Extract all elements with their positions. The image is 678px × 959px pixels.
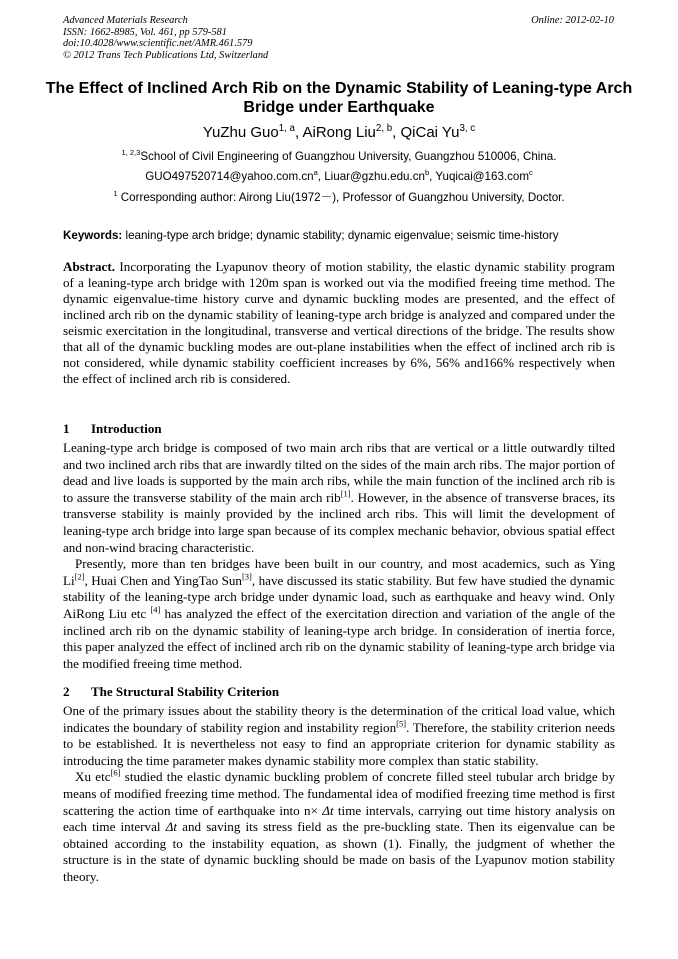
- superscript: [3]: [241, 571, 252, 582]
- keywords-text: leaning-type arch bridge; dynamic stability; dynamic eigenvalue; seismic time-history: [122, 229, 559, 242]
- superscript: [1]: [340, 488, 351, 499]
- text-run: Corresponding author: Airong Liu(1972－), Professor of Guangzhou University, Doctor.: [117, 191, 565, 204]
- text-run: , Liuar@gzhu.edu.cn: [317, 170, 425, 183]
- text-run: QiCai Yu: [400, 124, 460, 141]
- text-run: ,: [294, 124, 303, 141]
- text-run: One of the primary issues about the stability theory is the determination of the critical load value, which indicates the boundary of stability region and instability region: [63, 703, 615, 735]
- online-date: Online: 2012-02-10: [531, 15, 614, 26]
- paragraph: [63, 556, 615, 672]
- text-run: time intervals, carrying out time history analysis on each time interval: [63, 802, 615, 835]
- superscript: 2, b: [375, 123, 393, 134]
- authors: [40, 124, 638, 142]
- text-run: ,: [392, 124, 401, 141]
- journal-name: Advanced Materials Research: [63, 15, 188, 26]
- section-heading: [63, 684, 279, 700]
- text-run: , Yuqicai@163.com: [429, 170, 530, 183]
- text-run: YuZhu Guo: [202, 124, 279, 141]
- paper-title: The Effect of Inclined Arch Rib on the Dynamic Stability of Leaning-type Arch Bridge under Earthquake: [45, 80, 633, 116]
- superscript: [4]: [150, 604, 161, 615]
- text-run: Presently, more than ten bridges have been built in our country, and most academics, such as Ying Li: [63, 556, 615, 588]
- text-run: studied the elastic dynamic buckling problem of concrete filled steel tubular arch bridge by means of modified freezing time method. The fundamental idea of modified freezing time method is first scattering the action time of earthquake into n×: [63, 769, 615, 818]
- corresponding-author: [40, 191, 638, 205]
- author-emails: [40, 170, 638, 184]
- keywords: [63, 229, 559, 242]
- text-run: School of Civil Engineering of Guangzhou University, Guangzhou 510006, China.: [140, 150, 557, 163]
- issn: ISSN: 1662-8985, Vol. 461, pp 579-581: [63, 26, 227, 38]
- doi: doi:10.4028/www.scientific.net/AMR.461.579: [63, 38, 253, 50]
- text-run: Leaning-type arch bridge is composed of two main arch ribs that are vertical or a little outwardly tilted and two inclined arch ribs that are inwardly tilted on the sides of the main arch ribs. The major portion of dead and live loads is supported by the main arch ribs, while the main function of the inclined arch rib is to assure the transverse stability of the main arch rib: [63, 440, 615, 505]
- text-run: and saving its stress field as the pre-buckling state. Then its eigenvalue can be obtained according to the instability equation, as shown (1). Finally, the judgment of whether the structure is in the state of dynamic buckling should be made on basis of the Lyapunov motion stability theory.: [63, 819, 615, 884]
- superscript: 1: [113, 189, 118, 199]
- bold-lead: Abstract.: [63, 259, 115, 274]
- text-run: , have discussed its static stability. But few have studied the dynamic stability of the leaning-type arch bridge under dynamic load, such as earthquake and heavy wind. Only AiRong Liu etc: [63, 572, 615, 621]
- superscript: 3, c: [459, 123, 476, 134]
- text-run: Δt: [322, 802, 334, 818]
- section-title: The Structural Stability Criterion: [91, 684, 280, 699]
- journal-info: [63, 15, 268, 62]
- superscript: [2]: [74, 571, 85, 582]
- text-run: Xu etc: [75, 769, 111, 785]
- text-run: . However, in the absence of transverse braces, its transverse stability is mainly provided by the inclined arch ribs. This will limit the development of leaning-type arch bridge into large span because of its complex mechanic behavior, obvious spatial effect and non-wind bracing characteristic.: [63, 489, 616, 555]
- paragraph: [63, 703, 615, 769]
- superscript: c: [529, 168, 533, 178]
- section-title: Introduction: [91, 421, 162, 436]
- paragraph: [63, 440, 615, 556]
- text-run: GUO497520714@yahoo.com.cn: [145, 170, 314, 183]
- superscript: [6]: [110, 768, 121, 779]
- abstract: [63, 259, 615, 387]
- text-run: has analyzed the effect of the exercitation direction and variation of the angle of the inclined arch rib on the dynamic stability of leaning-type arch bridge. In consideration of inertia force, this paper analyzed the effect of inclined arch rib on the dynamic stability of leaning-type arch bridge via the modified freeing time method.: [63, 605, 616, 671]
- text-run: . Therefore, the stability criterion needs to be established. It is nevertheless not easy to find an appropriate criterion for dynamic stability as introducing the time parameter makes dynamic stability more complex than static stability.: [63, 719, 615, 768]
- text-run: , Huai Chen and YingTao Sun: [84, 572, 242, 588]
- superscript: [5]: [396, 718, 407, 729]
- keywords-label: Keywords:: [63, 229, 123, 242]
- text-run: Incorporating the Lyapunov theory of motion stability, the elastic dynamic stability program of a leaning-type arch bridge with 120m span is worked out via the modified freeing time method. The dynamic eigenvalue-time history curve and dynamic buckling modes are presented, and the effect of inclined arch rib on the dynamic stability of leaning-type arch bridge is analyzed and compared under the seismic exercitation in the longitudinal, transverse and vertical directions of the bridge. The results show that all of the dynamic buckling modes are out-plane instabilities when the effect of inclined arch rib is not considered, while dynamic stability coefficient increases by 6%, 56% and166% respectively when the effect of inclined arch rib is considered.: [63, 259, 615, 386]
- superscript: b: [424, 168, 430, 178]
- criterion-body: [63, 703, 615, 886]
- paragraph: [63, 769, 615, 885]
- superscript: 1, 2,3: [121, 148, 141, 158]
- text-run: Δt: [165, 819, 178, 835]
- section-number: 2: [63, 684, 70, 699]
- text-run: AiRong Liu: [302, 124, 376, 141]
- section-number: 1: [63, 421, 70, 436]
- superscript: 1, a: [278, 123, 295, 134]
- paragraph: [63, 259, 615, 387]
- copyright: © 2012 Trans Tech Publications Ltd, Switzerland: [63, 50, 269, 62]
- introduction-body: [63, 440, 615, 672]
- section-heading: [63, 421, 162, 437]
- affiliation: [40, 150, 638, 164]
- superscript: a: [313, 168, 318, 178]
